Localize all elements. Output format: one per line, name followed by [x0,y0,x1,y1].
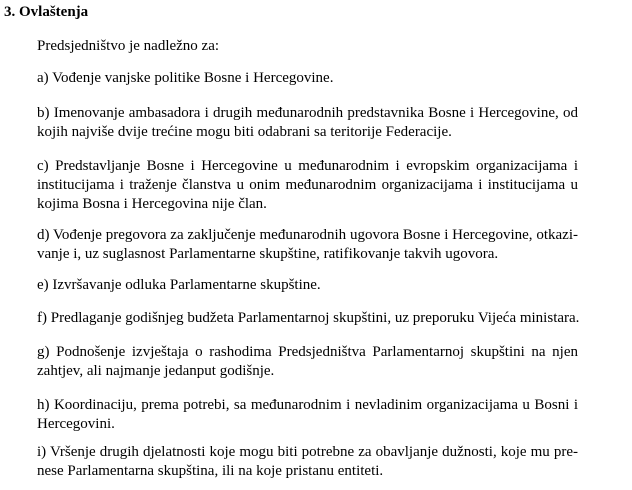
item-line: h) Koordinaciju, prema potrebi, sa međunarodnim i nevladinim organizacijama u Bosni i [37,397,578,413]
item-line: c) Predstavljanje Bosne i Hercegovine u međunarodnim i evropskim organizacijama i [37,158,578,174]
list-item-a [37,69,578,88]
list-item-d [37,226,578,264]
item-line: e) Izvršavanje odluka Parlamentarne skupštine. [37,277,321,293]
item-line: Hercegovini. [37,416,115,432]
item-line: kojima Bosna i Hercegovina nije član. [37,196,267,212]
item-line: vanje i, uz suglasnost Parlamentarne skupštine, ratifikovanje takvih ugovora. [37,246,499,262]
item-line: b) Imenovanje ambasadora i drugih međunarodnih predstavnika Bosne i Hercegovine, od [37,105,578,121]
list-item-h [37,396,578,434]
list-item-e [37,276,578,295]
list-item-g [37,343,578,381]
section-heading: 3. Ovlaštenja [4,4,89,20]
list-item-b [37,104,578,142]
item-line: a) Vođenje vanjske politike Bosne i Hercegovine. [37,70,334,86]
item-line: i) Vršenje drugih djelatnosti koje mogu biti potrebne za obavljanje dužnosti, koje mu pre- [37,444,578,460]
item-line: nese Parlamentarna skupština, ili na koje pristanu entiteti. [37,463,384,479]
item-line: g) Podnošenje izvještaja o rashodima Predsjedništva Parlamentarnoj skupštini na njen [37,344,578,360]
item-line: institucijama i traženje članstva u onim međunarodnim organizacijama i institucijama u [37,177,578,193]
section-intro: Predsjedništvo je nadležno za: [37,38,220,54]
item-line: f) Predlaganje godišnjeg budžeta Parlamentarnoj skupštini, uz preporuku Vijeća ministara. [37,310,580,326]
item-line: d) Vođenje pregovora za zaključenje međunarodnih ugovora Bosne i Hercegovine, otkazi- [37,227,578,243]
item-line: zahtjev, ali najmanje jedanput godišnje. [37,363,275,379]
item-line: kojih najviše dvije trećine mogu biti odabrani sa teritorije Federacije. [37,124,452,140]
list-item-f [37,309,578,328]
list-item-c [37,157,578,214]
list-item-i [37,443,578,481]
